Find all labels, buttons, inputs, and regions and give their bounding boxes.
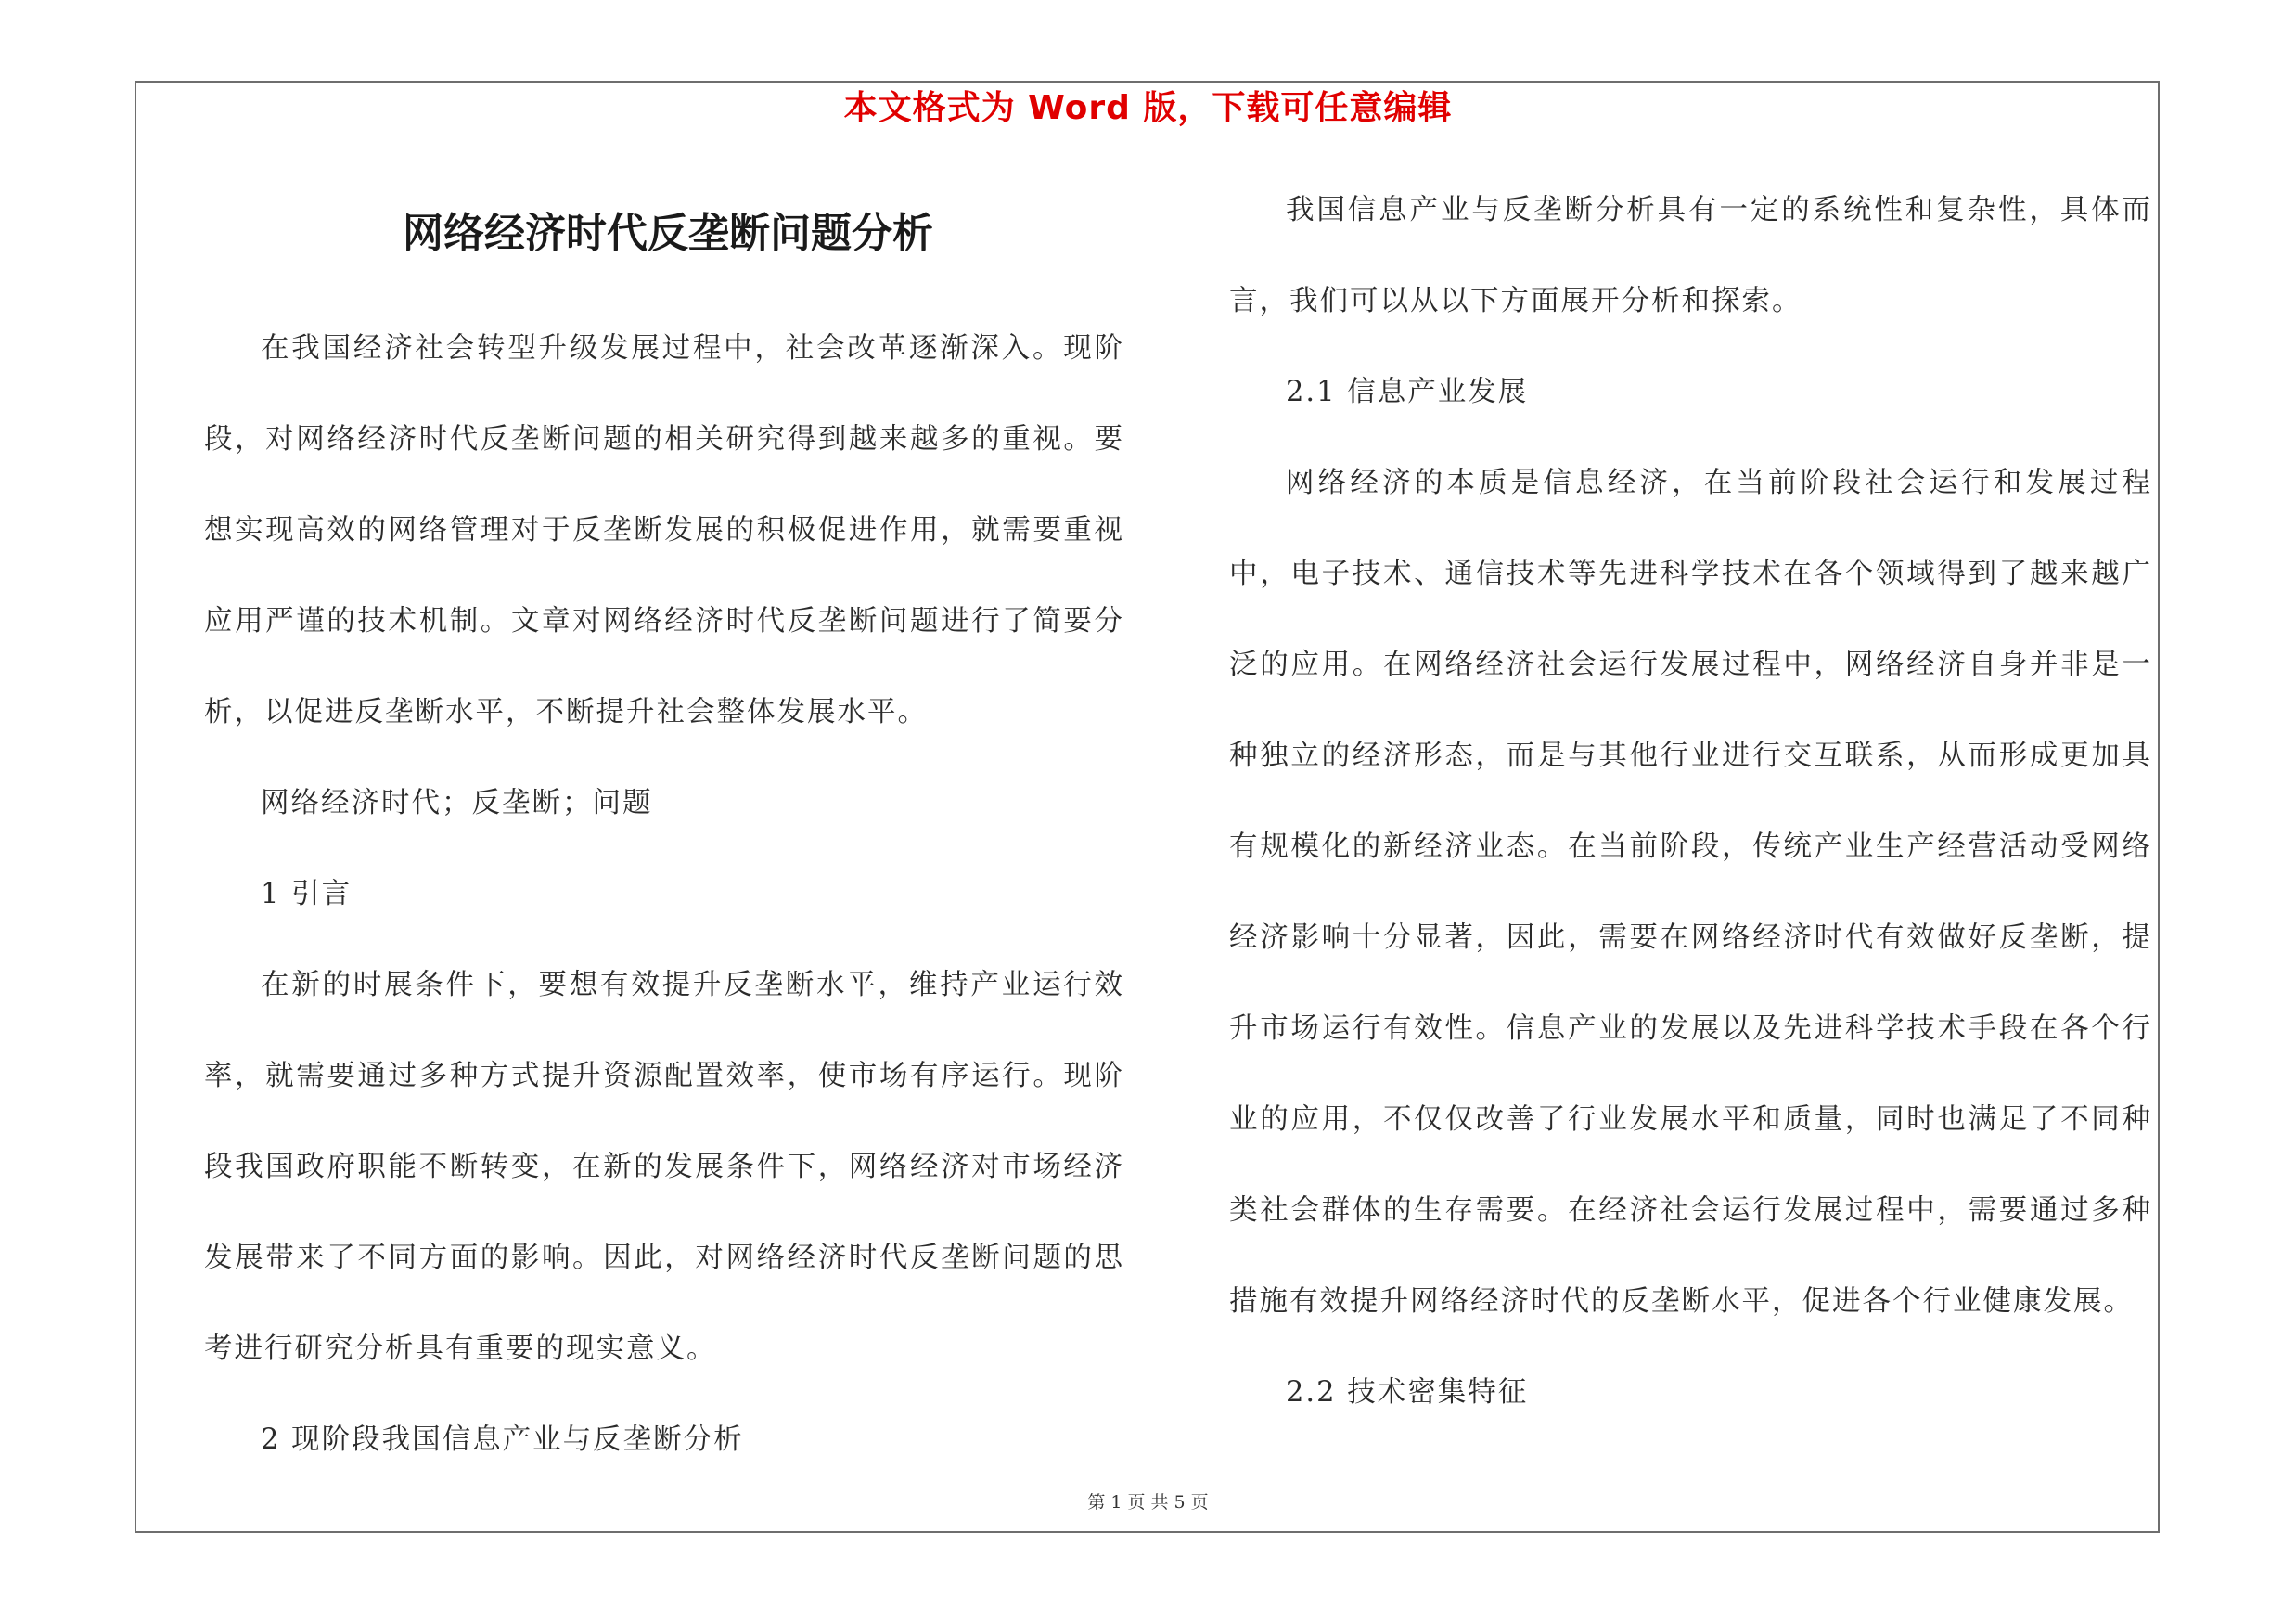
word-format-banner: 本文格式为 Word 版，下载可任意编辑 — [843, 89, 1453, 127]
section-heading-analysis: 2 现阶段我国信息产业与反垄断分析 — [261, 1423, 744, 1456]
information-industry-paragraph: 网络经济的本质是信息经济，在当前阶段社会运行和发展过程中，电子技术、通信技术等先进科学技术在各个领域得到了越来越广泛的应用。在网络经济社会运行发展过程中，网络经济自身并非是一种独立的经济形态，而是与其他行业进行交互联系，从而形成更加具有规模化的新经济业态。在当前阶段，传统产业生产经营活动受网络经济影响十分显著，因此，需要在网络经济时代有效做好反垄断，提升市场运行有效性。信息产业的发展以及先进科学技术手段在各个行业的应用，不仅仅改善了行业发展水平和质量，同时也满足了不同种类社会群体的生存需要。在经济社会运行发展过程中，需要通过多种措施有效提升网络经济时代的反垄断水平，促进各个行业健康发展。 — [1229, 467, 2152, 1318]
analysis-intro-paragraph: 我国信息产业与反垄断分析具有一定的系统性和复杂性，具体而言，我们可以从以下方面展开分析和探索。 — [1229, 194, 2152, 317]
abstract-paragraph: 在我国经济社会转型升级发展过程中，社会改革逐渐深入。现阶段，对网络经济时代反垄断问题的相关研究得到越来越多的重视。要想实现高效的网络管理对于反垄断发展的积极促进作用，就需要重视应用严谨的技术机制。文章对网络经济时代反垄断问题进行了简要分析，以促进反垄断水平，不断提升社会整体发展水平。 — [204, 332, 1124, 728]
right-column — [1229, 165, 2152, 1438]
document-title: 网络经济时代反垄断问题分析 — [403, 210, 933, 257]
subsection-heading-2-2: 2.2 技术密集特征 — [1286, 1376, 1529, 1409]
left-column — [204, 303, 1124, 1486]
keywords-paragraph: 网络经济时代；反垄断；问题 — [261, 787, 653, 819]
page-number-footer: 第 1 页 共 5 页 — [1087, 1492, 1209, 1513]
subsection-heading-2-1: 2.1 信息产业发展 — [1286, 376, 1529, 408]
introduction-paragraph: 在新的时展条件下，要想有效提升反垄断水平，维持产业运行效率，就需要通过多种方式提升资源配置效率，使市场有序运行。现阶段我国政府职能不断转变，在新的发展条件下，网络经济对市场经济发展带来了不同方面的影响。因此，对网络经济时代反垄断问题的思考进行研究分析具有重要的现实意义。 — [204, 969, 1124, 1365]
section-heading-introduction: 1 引言 — [261, 878, 353, 910]
